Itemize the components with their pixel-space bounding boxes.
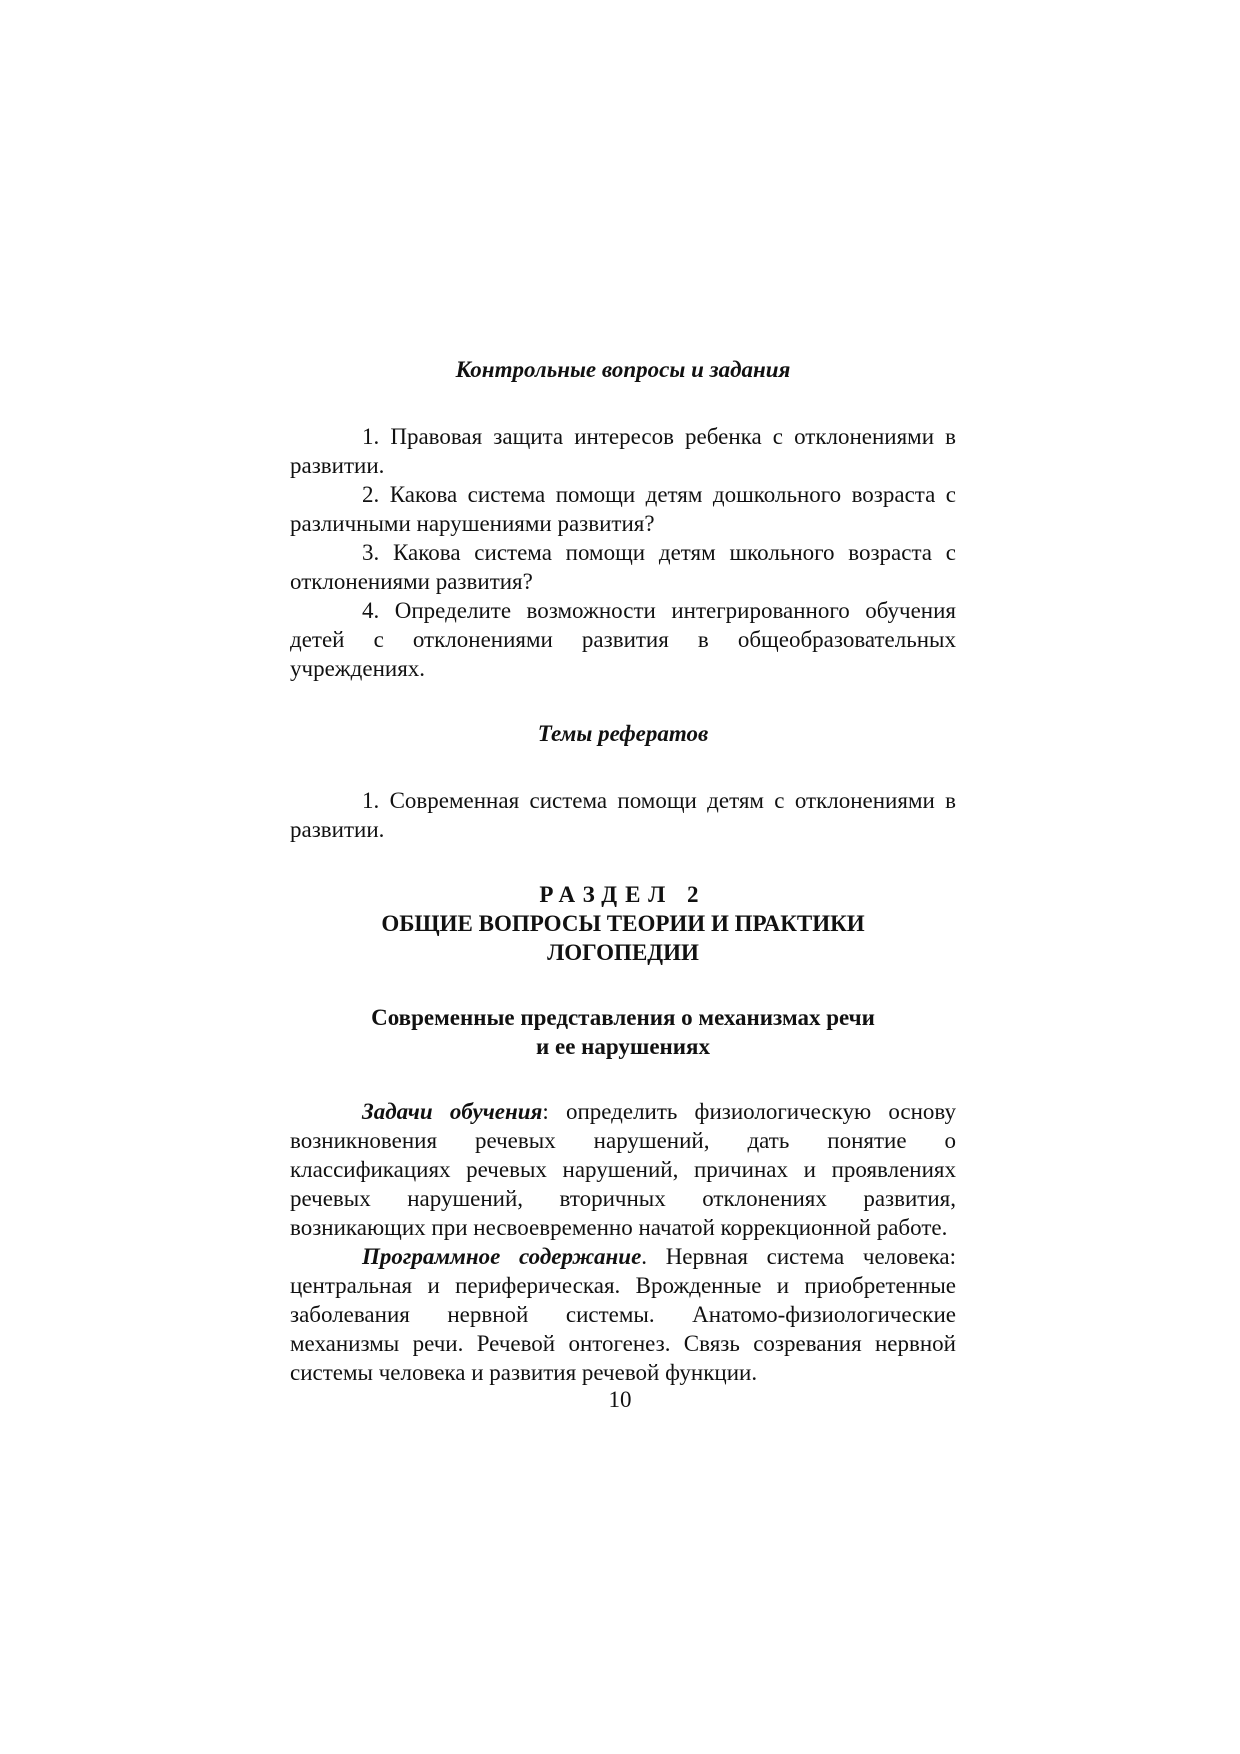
page-content <box>290 355 956 1387</box>
essay-topics-title: Темы рефератов <box>537 721 709 746</box>
section-title-line1: ОБЩИЕ ВОПРОСЫ ТЕОРИИ И ПРАКТИКИ <box>381 911 865 936</box>
essay-topic-item: 1. Современная система помощи детям с отклонениями в развитии. <box>290 788 956 842</box>
spacer <box>290 967 956 1003</box>
control-question-item: 4. Определите возможности интегрированного обучения детей с отклонениями развития в общеобразовательных учреждениях. <box>290 598 956 681</box>
control-question-item: 2. Какова система помощи детям дошкольного возраста с различными нарушениями развития? <box>290 482 956 536</box>
control-question-item: 1. Правовая защита интересов ребенка с отклонениями в развитии. <box>290 424 956 478</box>
control-question-item: 3. Какова система помощи детям школьного возраста с отклонениями развития? <box>290 540 956 594</box>
learning-tasks-text: : определить физиологическую основу возникновения речевых нарушений, дать понятие о классификациях речевых нарушений, причинах и проявлениях речевых нарушений, вторичных отклонениях развития, возникающих при несвоевременно начатой коррекционной работе. <box>290 1099 956 1240</box>
spacer <box>290 384 956 422</box>
page-number: 10 <box>608 1387 632 1412</box>
section-subtitle-line2: и ее нарушениях <box>536 1034 710 1059</box>
learning-tasks-label: Задачи обучения <box>362 1099 543 1124</box>
section-label: РАЗДЕЛ 2 <box>539 882 707 907</box>
learning-tasks-paragraph <box>290 1097 956 1242</box>
program-content-paragraph <box>290 1242 956 1387</box>
spacer <box>290 748 956 786</box>
program-content-text: . Нервная система человека: центральная и периферическая. Врожденные и приобретенные заболевания нервной системы. Анатомо-физиологические механизмы речи. Речевой онтогенез. Связь созревания нервной системы человека и развития речевой функции. <box>290 1244 956 1385</box>
control-questions-title: Контрольные вопросы и задания <box>455 357 791 382</box>
section-subtitle-line1: Современные представления о механизмах речи <box>371 1005 875 1030</box>
program-content-label: Программное содержание <box>362 1244 642 1269</box>
spacer <box>290 683 956 719</box>
spacer <box>290 844 956 880</box>
section-title-line2: ЛОГОПЕДИИ <box>547 940 699 965</box>
spacer <box>290 1061 956 1097</box>
